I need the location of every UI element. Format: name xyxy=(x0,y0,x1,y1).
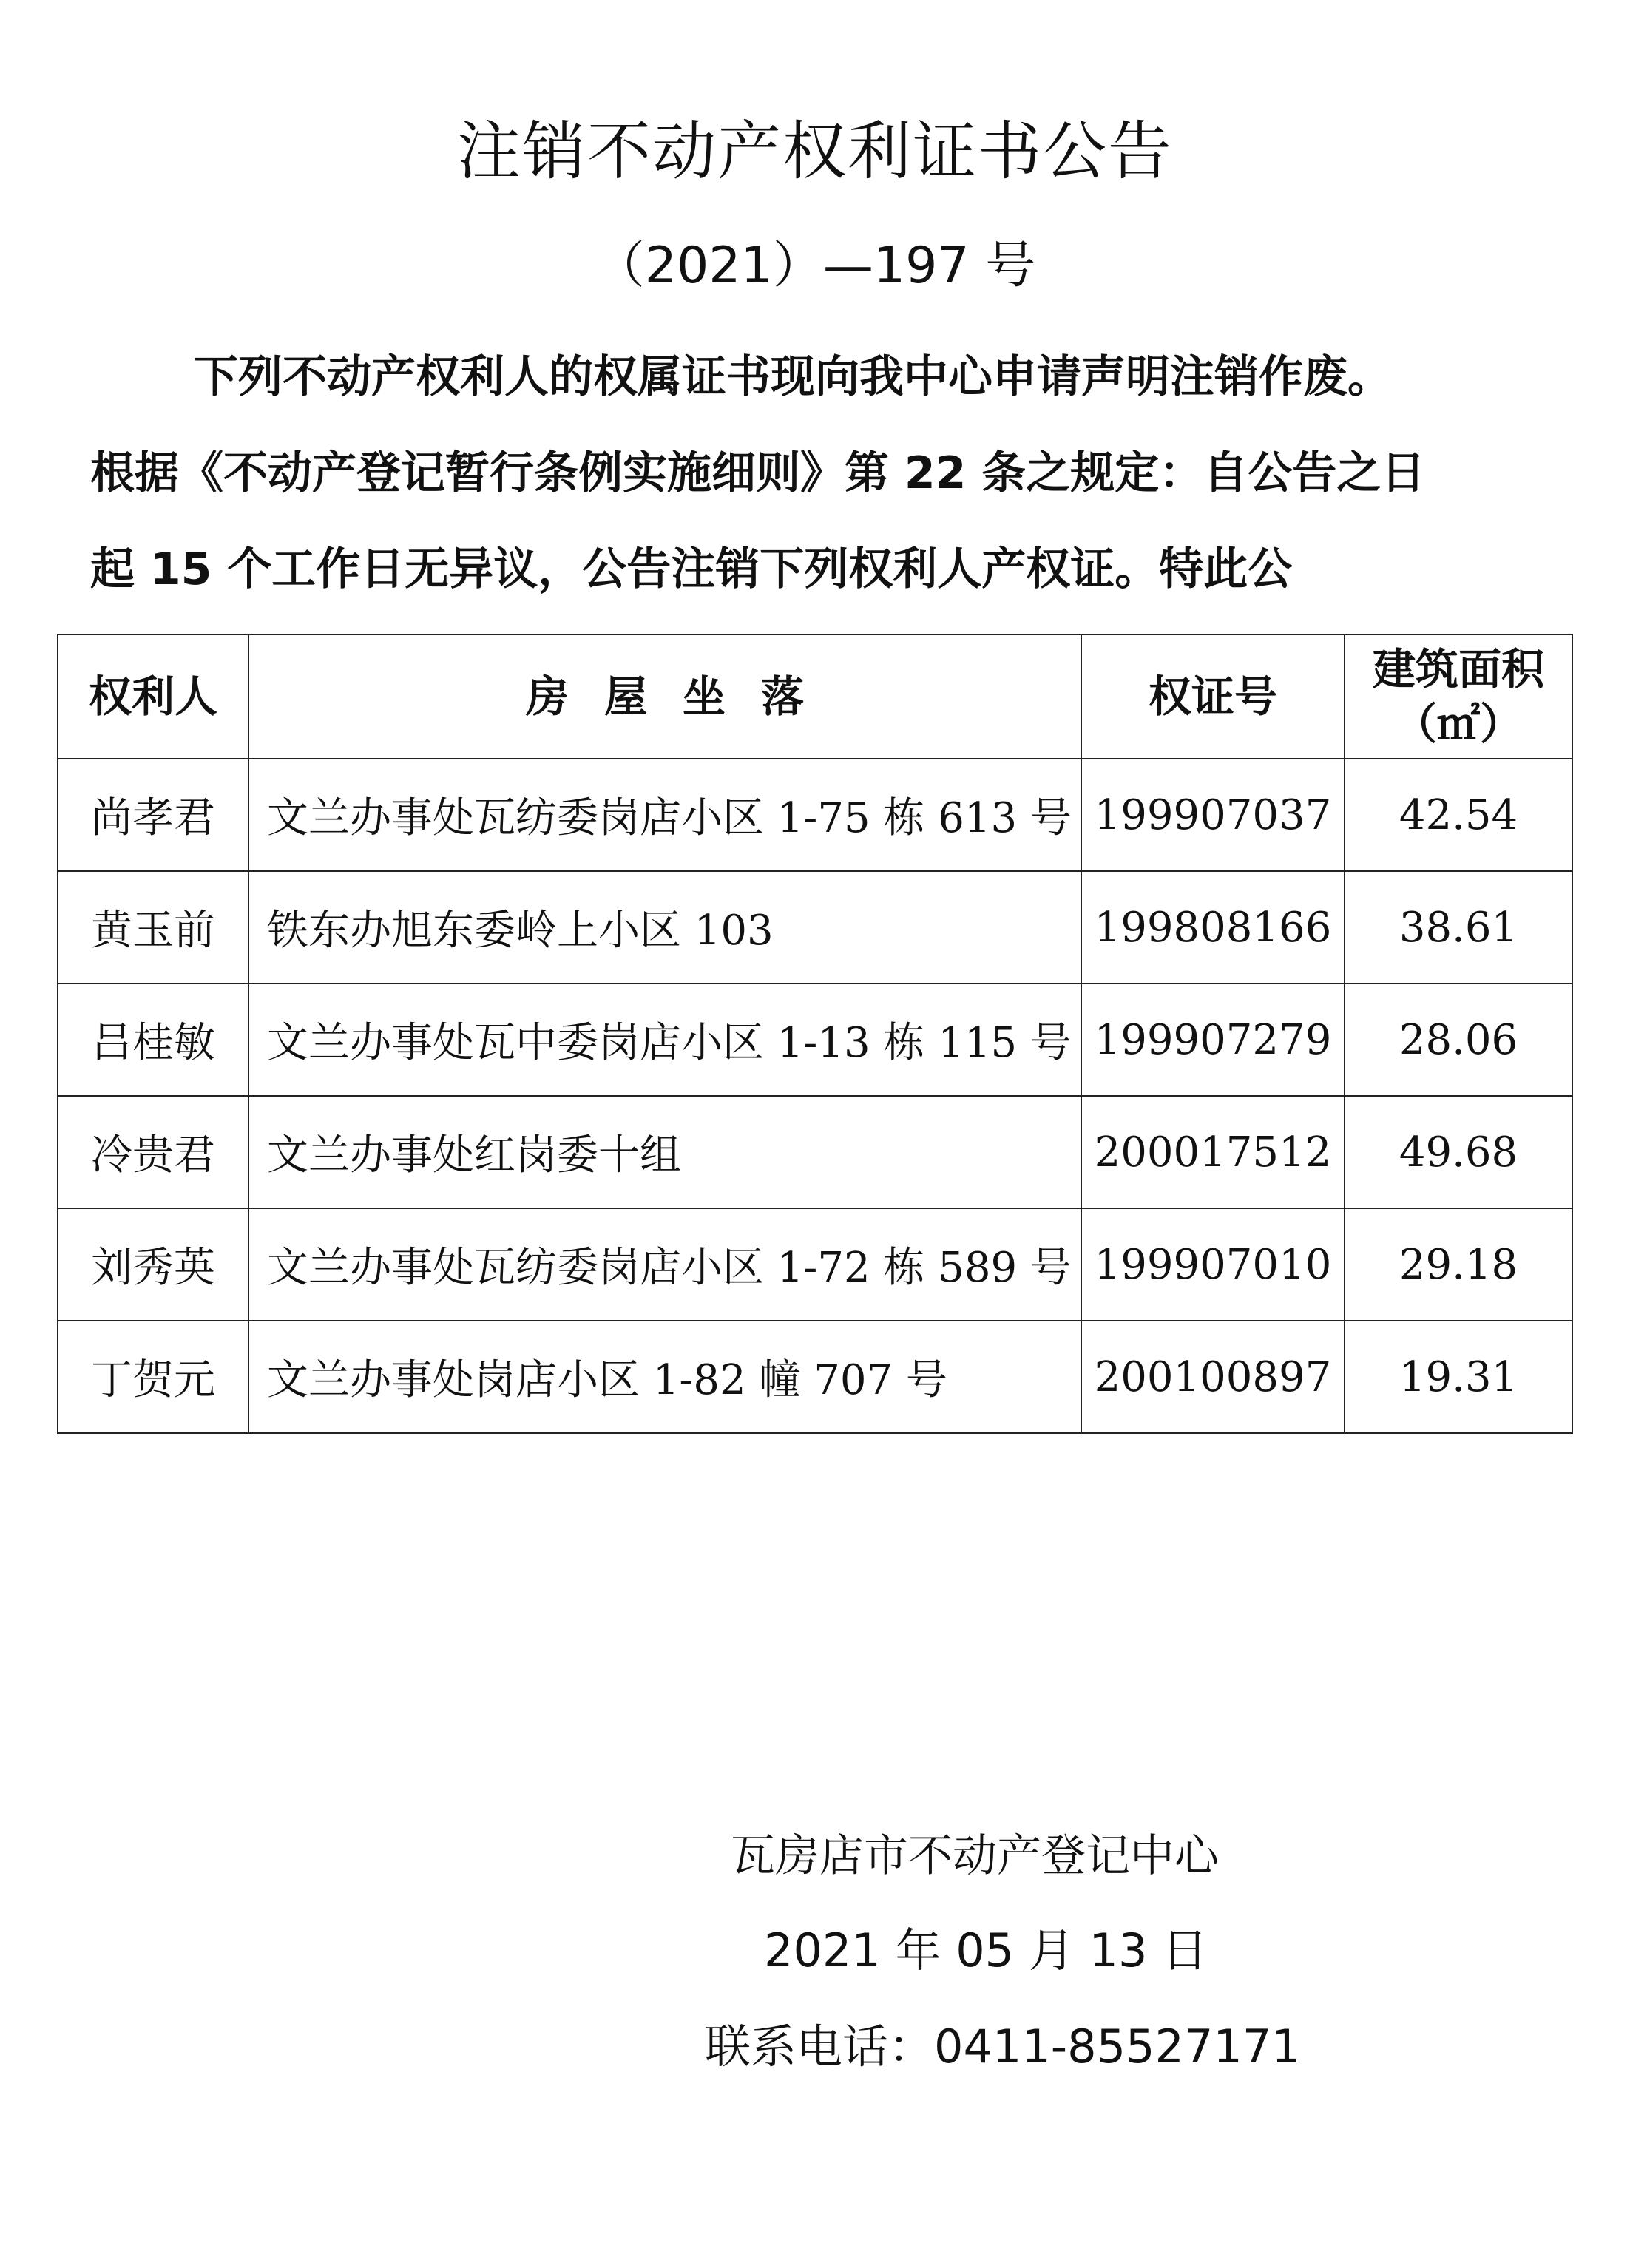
area-cell: 19.31 xyxy=(1345,1321,1572,1433)
table-row xyxy=(58,871,1572,984)
table-row xyxy=(58,1208,1572,1321)
contact-phone: 联系电话：0411-85527171 xyxy=(705,2020,1301,2074)
table-row xyxy=(58,759,1572,871)
holder-cell: 尚孝君 xyxy=(58,759,248,871)
notice-body xyxy=(90,329,1555,617)
area-cell: 29.18 xyxy=(1345,1208,1572,1321)
location-cell: 文兰办事处红岗委十组 xyxy=(248,1096,1081,1208)
location-cell: 文兰办事处瓦中委岗店小区 1-13 栋 115 号 xyxy=(248,984,1081,1096)
holder-cell: 吕桂敏 xyxy=(58,984,248,1096)
document-number: （2021）—197 号 xyxy=(594,237,1036,295)
cert-no-cell: 199907279 xyxy=(1081,984,1345,1096)
header-holder: 权利人 xyxy=(58,634,248,759)
location-cell: 文兰办事处岗店小区 1-82 幢 707 号 xyxy=(248,1321,1081,1433)
holder-cell: 黄玉前 xyxy=(58,871,248,984)
location-cell: 文兰办事处瓦纺委岗店小区 1-72 栋 589 号 xyxy=(248,1208,1081,1321)
header-area-unit: （㎡） xyxy=(1393,699,1523,749)
table-header-row xyxy=(58,634,1572,759)
table-row xyxy=(58,984,1572,1096)
body-line-1: 下列不动产权利人的权属证书现向我中心申请声明注销作废。 xyxy=(194,351,1392,403)
location-cell: 铁东办旭东委岭上小区 103 xyxy=(248,871,1081,984)
holder-cell: 刘秀英 xyxy=(58,1208,248,1321)
table-row xyxy=(58,1321,1572,1433)
issue-date: 2021 年 05 月 13 日 xyxy=(764,1923,1208,1977)
area-cell: 28.06 xyxy=(1345,984,1572,1096)
cert-no-cell: 199907010 xyxy=(1081,1208,1345,1321)
cert-no-cell: 200100897 xyxy=(1081,1321,1345,1433)
location-cell: 文兰办事处瓦纺委岗店小区 1-75 栋 613 号 xyxy=(248,759,1081,871)
body-line-3: 起 15 个工作日无异议，公告注销下列权利人产权证。特此公 xyxy=(90,544,1293,595)
body-line-2: 根据《不动产登记暂行条例实施细则》第 22 条之规定：自公告之日 xyxy=(90,447,1426,499)
area-cell: 38.61 xyxy=(1345,871,1572,984)
header-location: 房屋坐落 xyxy=(248,634,1081,759)
holder-cell: 冷贵君 xyxy=(58,1096,248,1208)
cert-no-cell: 199808166 xyxy=(1081,871,1345,984)
area-cell: 42.54 xyxy=(1345,759,1572,871)
notice-title: 注销不动产权利证书公告 xyxy=(457,115,1173,189)
header-cert-no: 权证号 xyxy=(1081,634,1345,759)
header-area xyxy=(1345,634,1572,759)
cert-no-cell: 199907037 xyxy=(1081,759,1345,871)
holder-cell: 丁贺元 xyxy=(58,1321,248,1433)
header-area-label: 建筑面积 xyxy=(1372,644,1544,694)
table-row xyxy=(58,1096,1572,1208)
certificate-table xyxy=(57,634,1573,1434)
area-cell: 49.68 xyxy=(1345,1096,1572,1208)
issuing-organization: 瓦房店市不动产登记中心 xyxy=(731,1830,1219,1882)
cert-no-cell: 200017512 xyxy=(1081,1096,1345,1208)
